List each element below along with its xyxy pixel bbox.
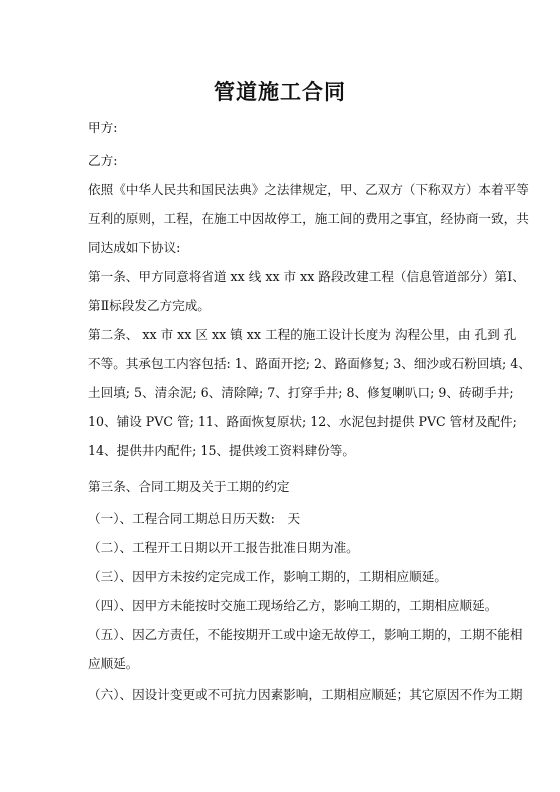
clause-line: 应顺延。: [88, 656, 139, 671]
clause-line: （五）、因乙方责任，不能按期开工或中途无故停工，影响工期的，工期不能相: [88, 627, 523, 642]
article-1-line: 第Ⅱ标段发乙方完成。: [88, 298, 210, 313]
party-a-line: 甲方:: [88, 120, 118, 135]
party-b-line: 乙方:: [88, 153, 118, 168]
clause-line: （二）、工程开工日期以开工报告批准日期为准。: [88, 540, 359, 555]
article-2-line: 土回填; 5、清余泥; 6、清除障; 7、打穿手井; 8、修复喇叭口; 9、砖砌手井;: [88, 385, 514, 400]
clause-line: （四）、因甲方未能按时交施工现场给乙方，影响工期的，工期相应顺延。: [88, 598, 498, 613]
paragraph-line: 依照《中华人民共和国民法典》之法律规定，甲、乙双方（下称双方）本着平等: [88, 182, 529, 197]
article-1-line: 第一条、甲方同意将省道 xx 线 xx 市 xx 路段改建工程（信息管道部分）第Ⅰ、: [88, 269, 525, 284]
article-2-line: 14、提供井内配件; 15、提供竣工资料肆份等。: [88, 443, 355, 458]
article-3-heading: 第三条、合同工期及关于工期的约定: [88, 479, 290, 494]
paragraph-line: 同达成如下协议:: [88, 240, 181, 255]
paragraph-line: 互利的原则，工程，在施工中因故停工，施工间的费用之事宜，经协商一致，共: [88, 211, 529, 226]
article-2-line: 不等。其承包工内容包括: 1、路面开挖; 2、路面修复; 3、细沙或石粉回填; 4、: [88, 356, 531, 371]
clause-line: （六）、因设计变更或不可抗力因素影响，工期相应顺延；其它原因不作为工期: [88, 687, 523, 702]
clause-line: （三）、因甲方未按约定完成工作，影响工期的，工期相应顺延。: [88, 569, 447, 584]
page-title: 管道施工合同: [214, 79, 346, 104]
article-2-line: 第二条、 xx 市 xx 区 xx 镇 xx 工程的施工设计长度为 沟程公里，由 孔到 孔: [88, 327, 517, 342]
clause-line: （一）、工程合同工期总日历天数: 天: [88, 511, 301, 526]
article-2-line: 10、铺设 PVC 管; 11、路面恢复原状; 12、水泥包封提供 PVC 管材及配件;: [88, 414, 517, 429]
